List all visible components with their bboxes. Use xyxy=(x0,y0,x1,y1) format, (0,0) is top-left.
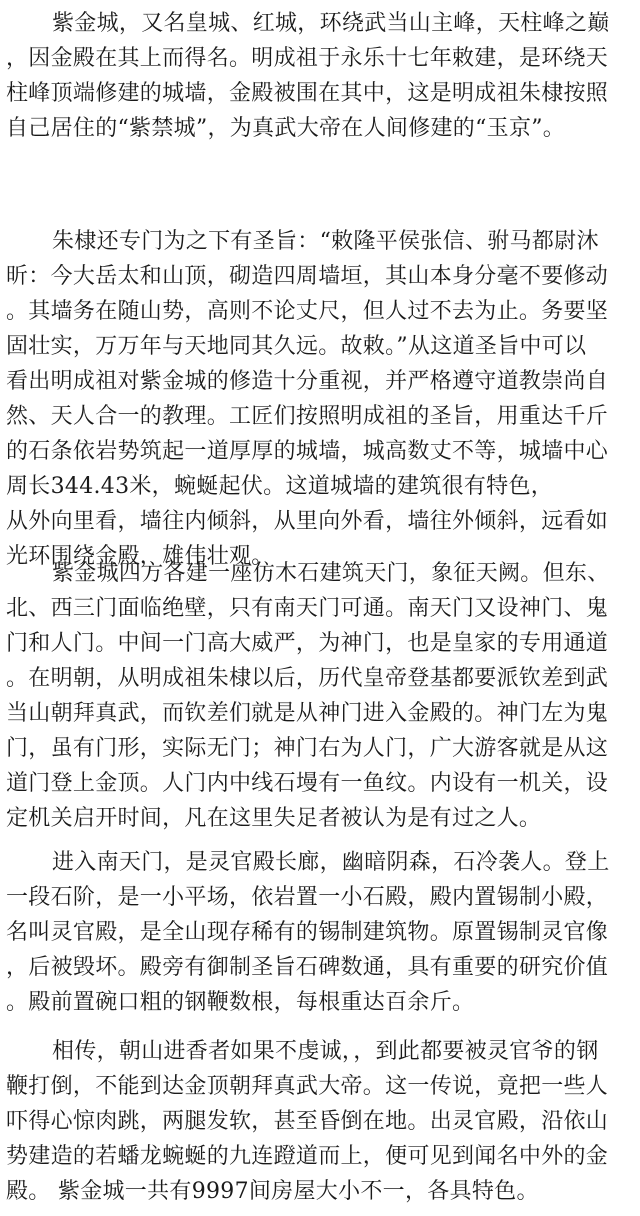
paragraph-line: 自己居住的“紫禁城”，为真武大帝在人间修建的“玉京”。 xyxy=(6,116,566,141)
paragraph-line: 周长344.43米，蜿蜒起伏。这道城墙的建筑很有特色， xyxy=(6,474,554,499)
paragraph-line: 相传，朝山进香者如果不虔诚，，到此都要被灵官爷的钢 xyxy=(52,1039,599,1064)
paragraph-line: 势建造的若蟠龙蜿蜒的九连蹬道而上，便可见到闻名中外的金 xyxy=(6,1144,609,1169)
paragraph-3 xyxy=(0,556,640,836)
paragraph-line: 门，虽有门形，实际无门；神门右为人门，广大游客就是从这 xyxy=(6,736,609,761)
paragraph-line: 紫金城四方各建一座仿木石建筑天门，象征天阙。但东、 xyxy=(52,561,610,586)
paragraph-line: 定机关启开时间，凡在这里失足者被认为是有过之人。 xyxy=(6,806,542,831)
paragraph-line: 紫金城，又名皇城、红城，环绕武当山主峰，天柱峰之巅 xyxy=(52,11,610,36)
paragraph-line: 。其墙务在随山势，高则不论丈尺，但人过不去为止。务要坚 xyxy=(6,299,609,324)
paragraph-line: 门和人门。中间一门高大威严，为神门，也是皇家的专用通道 xyxy=(6,631,609,656)
paragraph-line: 然、天人合一的教理。工匠们按照明成祖的圣旨，用重达千斤 xyxy=(6,404,609,429)
paragraph-line: 柱峰顶端修建的城墙，金殿被围在其中，这是明成祖朱棣按照 xyxy=(6,81,609,106)
paragraph-line: 鞭打倒，不能到达金顶朝拜真武大帝。这一传说，竟把一些人 xyxy=(6,1074,609,1099)
paragraph-2 xyxy=(0,224,640,574)
paragraph-line: ，因金殿在其上而得名。明成祖于永乐十七年敕建，是环绕天 xyxy=(6,46,609,71)
paragraph-line: 北、西三门面临绝壁，只有南天门可通。南天门又设神门、鬼 xyxy=(6,596,609,621)
paragraph-line: ，后被毁坏。殿旁有御制圣旨石碑数通，具有重要的研究价值 xyxy=(6,955,609,980)
paragraph-line: 朱棣还专门为之下有圣旨：“敕隆平侯张信、驸马都尉沐 xyxy=(52,229,599,254)
paragraph-line: 从外向里看，墙往内倾斜，从里向外看，墙往外倾斜，远看如 xyxy=(6,509,609,534)
paragraph-4 xyxy=(0,845,640,1020)
paragraph-line: 。殿前置碗口粗的钢鞭数根，每根重达百余斤。 xyxy=(6,990,475,1015)
paragraph-line: 的石条依岩势筑起一道厚厚的城墙，城高数丈不等，城墙中心 xyxy=(6,439,609,464)
paragraph-line: 。在明朝，从明成祖朱棣以后，历代皇帝登基都要派钦差到武 xyxy=(6,666,609,691)
paragraph-line: 殿。 紫金城一共有9997间房屋大小不一，各具特色。 xyxy=(6,1179,539,1204)
paragraph-line: 吓得心惊肉跳，两腿发软，甚至昏倒在地。出灵官殿，沿依山 xyxy=(6,1109,609,1134)
paragraph-line: 进入南天门，是灵官殿长廊，幽暗阴森，石冷袭人。登上 xyxy=(52,850,610,875)
paragraph-line: 道门登上金顶。人门内中线石墁有一鱼纹。内设有一机关，设 xyxy=(6,771,609,796)
paragraph-line: 光环围绕金殿，雄伟壮观。 xyxy=(6,544,274,569)
paragraph-line: 一段石阶，是一小平场，依岩置一小石殿，殿内置锡制小殿， xyxy=(6,885,609,910)
paragraph-line: 固壮实，万万年与天地同其久远。故敕。”从这道圣旨中可以 xyxy=(6,334,587,359)
paragraph-5 xyxy=(0,1034,640,1209)
paragraph-line: 当山朝拜真武，而钦差们就是从神门进入金殿的。神门左为鬼 xyxy=(6,701,609,726)
paragraph-1 xyxy=(0,6,640,146)
paragraph-line: 名叫灵官殿，是全山现存稀有的锡制建筑物。原置锡制灵官像 xyxy=(6,920,609,945)
paragraph-line: 看出明成祖对紫金城的修造十分重视，并严格遵守道教崇尚自 xyxy=(6,369,609,394)
paragraph-line: 昕：今大岳太和山顶，砌造四周墙垣，其山本身分毫不要修动 xyxy=(6,264,609,289)
